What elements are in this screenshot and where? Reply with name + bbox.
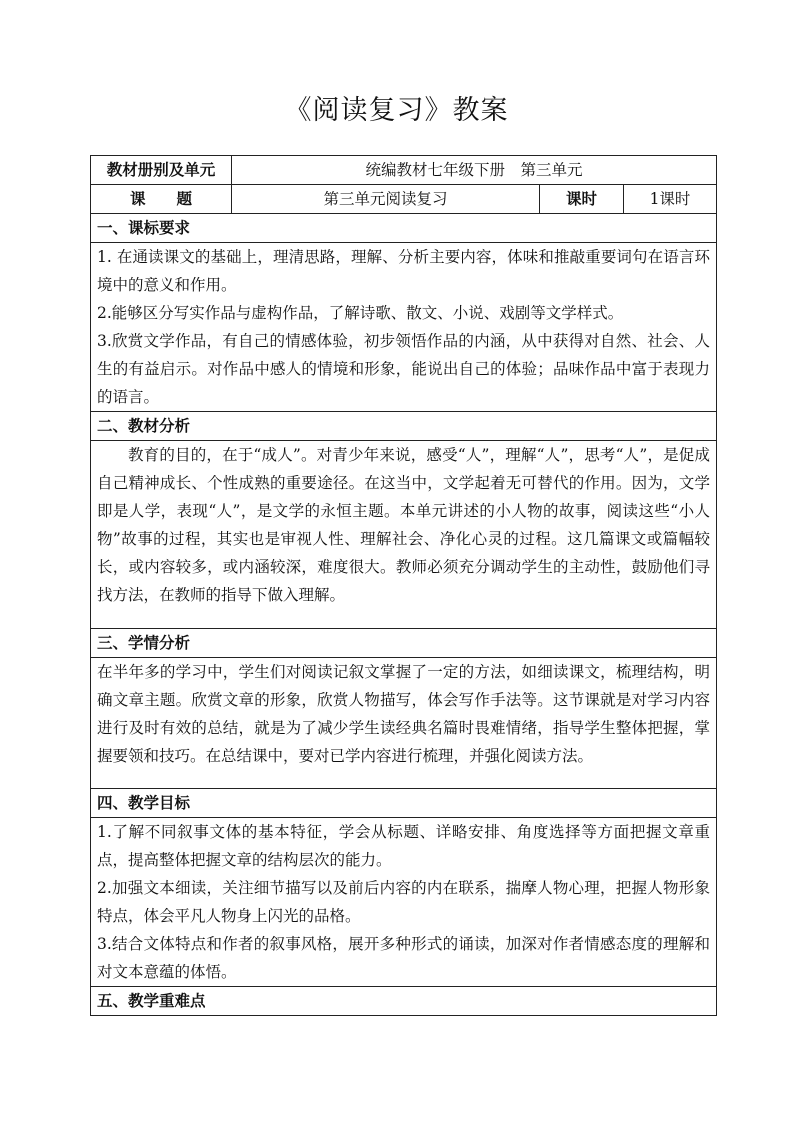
section-header-row	[91, 214, 717, 243]
section-body-row	[91, 658, 717, 789]
curriculum-item: 2.能够区分写实作品与虚构作品，了解诗歌、散文、小说、戏剧等文学样式。	[97, 304, 624, 322]
section-heading-key-points: 五、教学重难点	[91, 987, 717, 1016]
topic-label: 课 题	[91, 185, 232, 214]
objective-item: 2.加强文本细读，关注细节描写以及前后内容的内在联系，揣摩人物心理，把握人物形象特点，体会平凡人物身上闪光的品格。	[97, 879, 710, 925]
textbook-unit-label: 教材册别及单元	[91, 156, 232, 185]
document-title: 《阅读复习》教案	[284, 95, 509, 126]
curriculum-content	[91, 243, 717, 412]
section-body-row	[91, 243, 717, 412]
objectives-content	[91, 818, 717, 987]
learner-analysis-content	[91, 658, 717, 789]
topic-value: 第三单元阅读复习	[232, 185, 540, 214]
curriculum-item: 3.欣赏文学作品，有自己的情感体验，初步领悟作品的内涵，从中获得对自然、社会、人生的有益启示。对作品中感人的情境和形象，能说出自己的体验；品味作品中富于表现力的语言。	[97, 332, 710, 406]
objective-item: 1.了解不同叙事文体的基本特征，学会从标题、详略安排、角度选择等方面把握文章重点，提高整体把握文章的结构层次的能力。	[97, 823, 710, 869]
period-value: 1课时	[624, 185, 717, 214]
objective-item: 3.结合文体特点和作者的叙事风格，展开多种形式的诵读，加深对作者情感态度的理解和对文本意蕴的体悟。	[97, 935, 710, 981]
section-body-row	[91, 818, 717, 987]
period-label: 课时	[540, 185, 624, 214]
section-heading-learner-analysis: 三、学情分析	[91, 629, 717, 658]
section-body-row	[91, 441, 717, 629]
section-header-row	[91, 987, 717, 1016]
textbook-analysis-paragraph: 教育的目的，在于“成人”。对青少年来说，感受“人”，理解“人”，思考“人”，是促成自己精神成长、个性成熟的重要途径。在这当中，文学起着无可替代的作用。因为，文学即是人学，表现“人”，是文学的永恒主题。本单元讲述的小人物的故事，阅读这些“小人物”故事的过程，其实也是审视人性、理解社会、净化心灵的过程。这几篇课文或篇幅较长，或内容较多，或内涵较深，难度很大。教师必须充分调动学生的主动性，鼓励他们寻找方法，在教师的指导下做入理解。	[97, 446, 710, 604]
textbook-analysis-content	[91, 441, 717, 629]
learner-analysis-paragraph: 在半年多的学习中，学生们对阅读记叙文掌握了一定的方法，如细读课文，梳理结构，明确文章主题。欣赏文章的形象，欣赏人物描写，体会写作手法等。这节课就是对学习内容进行及时有效的总结，就是为了减少学生读经典名篇时畏难情绪，指导学生整体把握，掌握要领和技巧。在总结课中，要对已学内容进行梳理，并强化阅读方法。	[97, 663, 710, 765]
section-heading-curriculum: 一、课标要求	[91, 214, 717, 243]
section-heading-objectives: 四、教学目标	[91, 789, 717, 818]
textbook-unit-value: 统编教材七年级下册 第三单元	[232, 156, 717, 185]
meta-row-topic	[91, 185, 717, 214]
section-header-row	[91, 412, 717, 441]
curriculum-item: 1. 在通读课文的基础上，理清思路，理解、分析主要内容，体味和推敲重要词句在语言环境中的意义和作用。	[97, 248, 710, 294]
section-heading-textbook-analysis: 二、教材分析	[91, 412, 717, 441]
section-header-row	[91, 789, 717, 818]
section-header-row	[91, 629, 717, 658]
meta-row-textbook	[91, 156, 717, 185]
lesson-plan-table	[90, 155, 717, 1016]
